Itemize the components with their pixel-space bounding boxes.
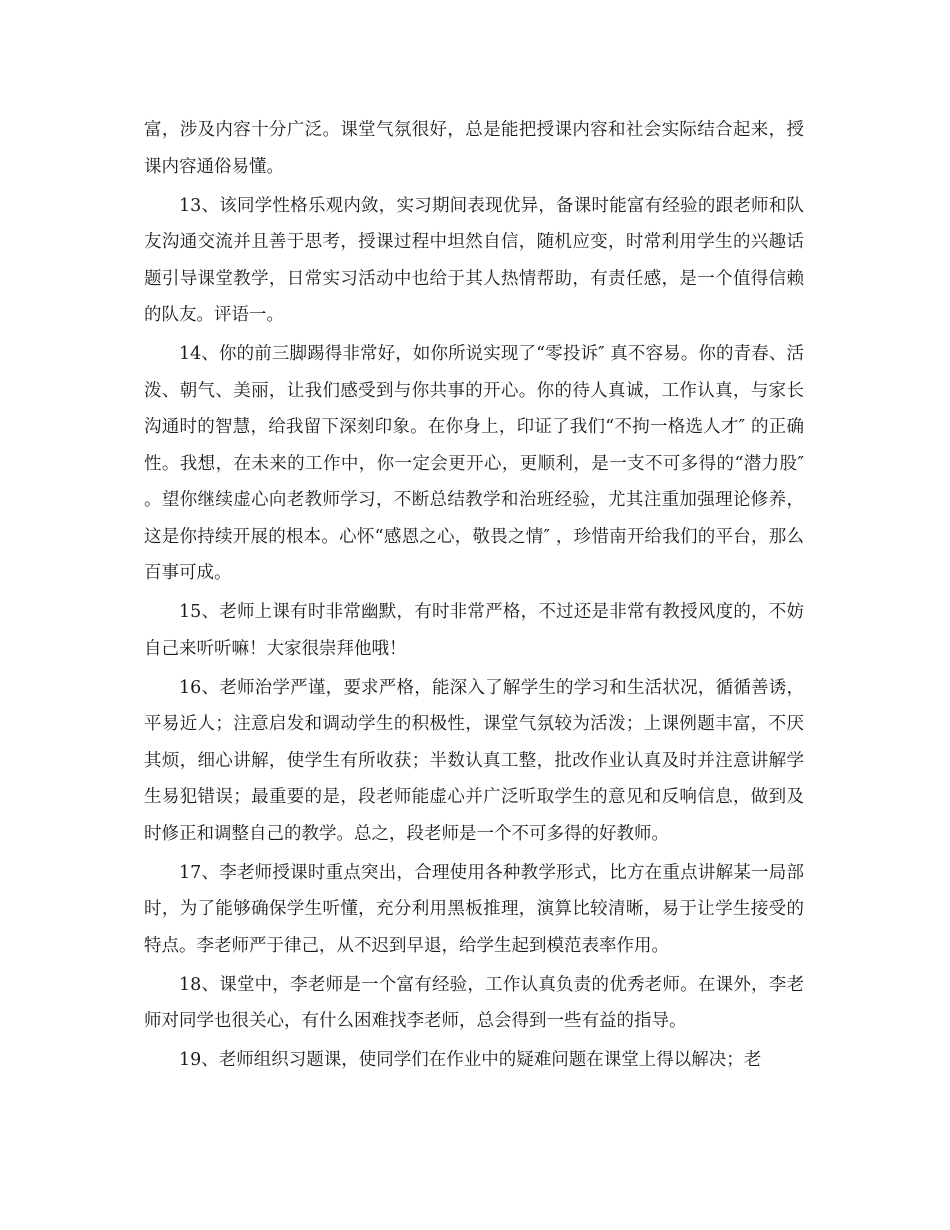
paragraph-14: 14、你的前三脚踢得非常好，如你所说实现了“零投诉″ 真不容易。你的青春、活泼、朝气、美丽，让我们感受到与你共事的开心。你的待人真诚，工作认真，与家长沟通时的智慧，给我留下深刻印象。在你身上，印证了我们“不拘一格选人才″ 的正确性。我想，在未来的工作中，你一定会更开心，更顺利，是一支不可多得的“潜力股″ 。望你继续虚心向老教师学习，不断总结教学和治班经验，尤其注重加强理论修养，这是你持续开展的根本。心怀“感恩之心，敬畏之情″ ，珍惜南开给我们的平台，那么百事可成。 (144, 344, 804, 583)
paragraph-17: 17、李老师授课时重点突出，合理使用各种教学形式，比方在重点讲解某一局部时，为了能够确保学生听懂，充分利用黑板推理，演算比较清晰，易于让学生接受的特点。李老师严于律己，从不迟到早退，给学生起到模范表率作用。 (144, 862, 804, 956)
document-body (144, 112, 804, 1081)
paragraph-18: 18、课堂中，李老师是一个富有经验，工作认真负责的优秀老师。在课外，李老师对同学也很关心，有什么困难找李老师，总会得到一些有益的指导。 (144, 974, 804, 1031)
paragraph-15: 15、老师上课有时非常幽默，有时非常严格，不过还是非常有教授风度的，不妨自己来听听嘛！大家很崇拜他哦！ (144, 602, 804, 659)
paragraph-continued: 富，涉及内容十分广泛。课堂气氛很好，总是能把授课内容和社会实际结合起来，授课内容通俗易懂。 (144, 120, 804, 177)
paragraph-16: 16、老师治学严谨，要求严格，能深入了解学生的学习和生活状况，循循善诱，平易近人；注意启发和调动学生的积极性，课堂气氛较为活泼；上课例题丰富，不厌其烦，细心讲解，使学生有所收获；半数认真工整，批改作业认真及时并注意讲解学生易犯错误；最重要的是，段老师能虚心并广泛听取学生的意见和反响信息，做到及时修正和调整自己的教学。总之，段老师是一个不可多得的好教师。 (144, 677, 804, 844)
paragraph-13: 13、该同学性格乐观内敛，实习期间表现优异，备课时能富有经验的跟老师和队友沟通交流并且善于思考，授课过程中坦然自信，随机应变，时常利用学生的兴趣话题引导课堂教学，日常实习活动中也给于其人热情帮助，有责任感，是一个值得信赖的队友。评语一。 (144, 195, 804, 325)
paragraph-19: 19、老师组织习题课，使同学们在作业中的疑难问题在课堂上得以解决；老 (179, 1050, 762, 1070)
